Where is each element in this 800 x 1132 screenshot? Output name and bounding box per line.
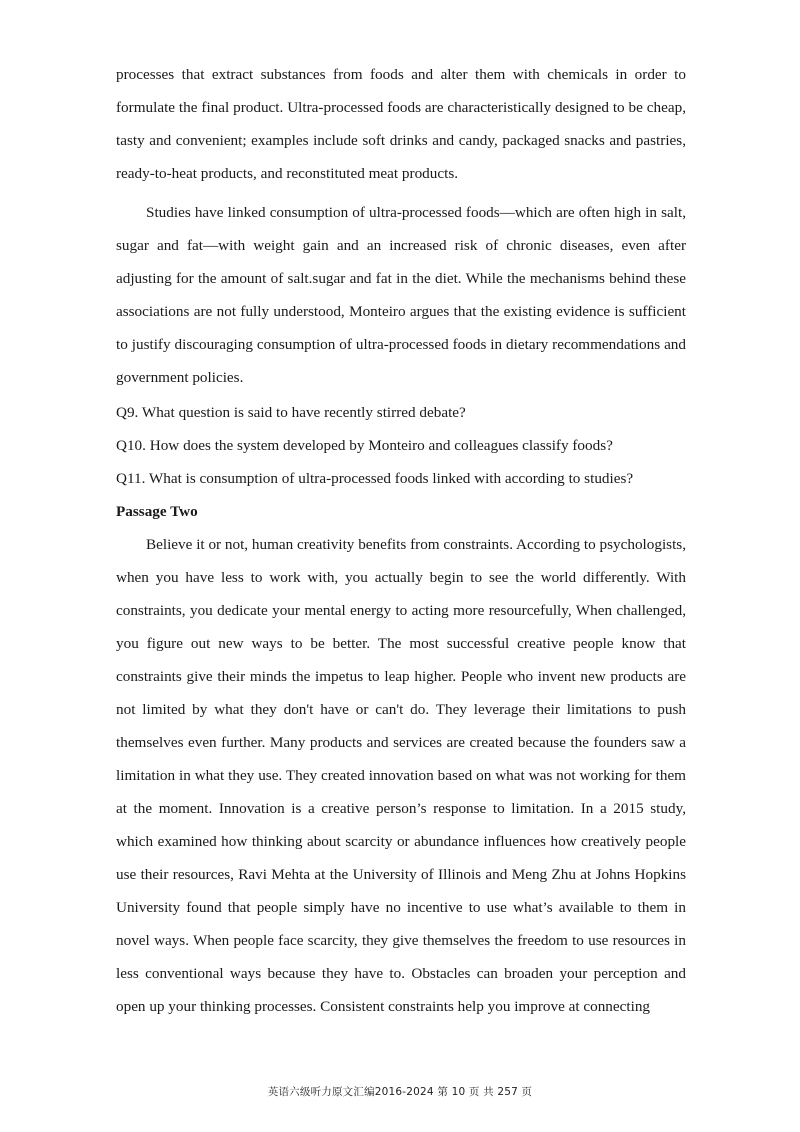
document-page [116, 58, 686, 1023]
intro-paragraph: processes that extract substances from foods and alter them with chemicals in order to formulate the final product. Ultra-processed foods are characteristically designed to be cheap, tasty and convenient; examples include soft drinks and candy, packaged snacks and pastries, ready-to-heat products, and reconstituted meat products. [116, 66, 686, 182]
passage-two-paragraph: Believe it or not, human creativity benefits from constraints. According to psychologists, when you have less to work with, you actually begin to see the world differently. With constraints, you dedicate your mental energy to acting more resourcefully, When challenged, you figure out new ways to be better. The most successful creative people know that constraints give their minds the impetus to leap higher. People who invent new products are not limited by what they don't have or can't do. They leverage their limitations to push themselves even further. Many products and services are created because the founders saw a limitation in what they use. They created innovation based on what was not working for them at the moment. Innovation is a creative person’s response to limitation. In a 2015 study, which examined how thinking about scarcity or abundance influences how creatively people use their resources, Ravi Mehta at the University of Illinois and Meng Zhu at Johns Hopkins University found that people simply have no incentive to use what’s available to them in novel ways. When people face scarcity, they give themselves the freedom to use resources in less conventional ways because they have to. Obstacles can broaden your perception and open up your thinking processes. Consistent constraints help you improve at connecting [116, 536, 686, 1015]
question-q11: Q11. What is consumption of ultra-processed foods linked with according to studies? [116, 470, 634, 487]
question-q10: Q10. How does the system developed by Monteiro and colleagues classify foods? [116, 437, 613, 454]
question-q9: Q9. What question is said to have recently stirred debate? [116, 404, 466, 421]
page-footer: 英语六级听力原文汇编2016-2024 第 10 页 共 257 页 [267, 1086, 533, 1098]
studies-paragraph: Studies have linked consumption of ultra-processed foods—which are often high in salt, sugar and fat—with weight gain and an increased risk of chronic diseases, even after adjusting for the amount of salt.sugar and fat in the diet. While the mechanisms behind these associations are not fully understood, Monteiro argues that the existing evidence is sufficient to justify discouraging consumption of ultra-processed foods in dietary recommendations and government policies. [116, 204, 686, 386]
passage-two-heading: Passage Two [116, 503, 198, 520]
question-list [116, 396, 686, 495]
